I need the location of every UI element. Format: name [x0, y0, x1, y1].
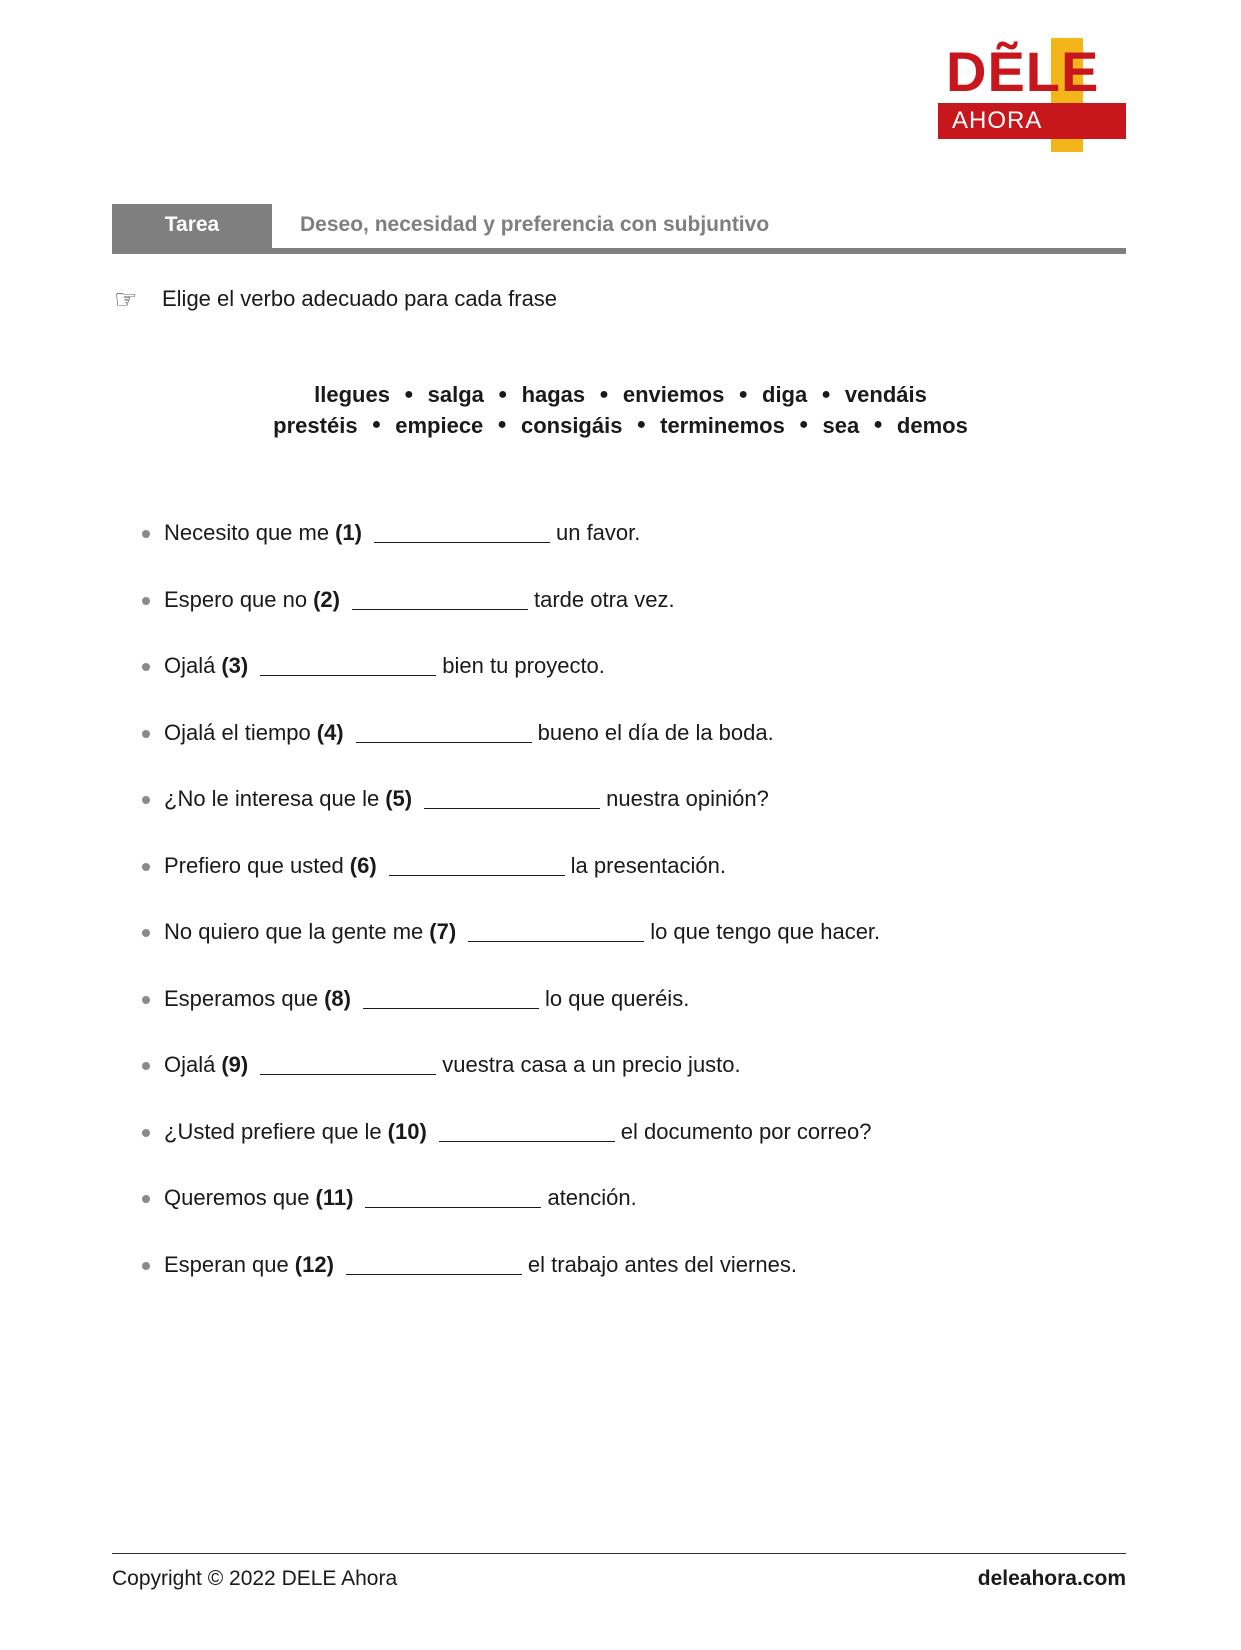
bullet-icon	[142, 730, 150, 738]
word-bank-word: enviemos	[622, 382, 725, 407]
answer-blank[interactable]	[389, 851, 565, 876]
sentence-item	[142, 1250, 1142, 1317]
sentence-text-before: Queremos que	[164, 1185, 310, 1210]
answer-blank[interactable]	[260, 651, 436, 676]
word-separator: ●	[738, 385, 748, 403]
sentence-item	[142, 984, 1142, 1051]
sentence-text-after: vuestra casa a un precio justo.	[442, 1052, 741, 1077]
word-bank-word: diga	[762, 382, 808, 407]
bullet-icon	[142, 1195, 150, 1203]
sentence-number: (10)	[387, 1118, 427, 1144]
task-title: Deseo, necesidad y preferencia con subjuntivo	[300, 213, 770, 236]
bullet-icon	[142, 796, 150, 804]
word-bank-word: prestéis	[273, 412, 358, 438]
answer-blank[interactable]	[346, 1250, 522, 1275]
instruction	[114, 284, 557, 314]
sentence-text-after: tarde otra vez.	[534, 586, 675, 612]
word-bank-row-2	[0, 411, 1241, 442]
sentence-text-before: Ojalá	[164, 1052, 216, 1077]
word-separator: ●	[599, 385, 609, 403]
answer-blank[interactable]	[374, 518, 550, 543]
sentence-item	[142, 851, 1142, 918]
sentence-item	[142, 1050, 1142, 1117]
answer-blank[interactable]	[365, 1183, 541, 1208]
answer-blank[interactable]	[468, 917, 644, 942]
word-separator: ●	[497, 416, 507, 434]
sentence-item	[142, 1117, 1142, 1184]
answer-blank[interactable]	[352, 585, 528, 610]
bullet-icon	[142, 597, 150, 605]
bullet-icon	[142, 863, 150, 871]
sentence-number: (7)	[429, 919, 457, 944]
bullet-icon	[142, 1062, 150, 1070]
word-separator: ●	[798, 416, 809, 434]
footer-rule	[112, 1553, 1126, 1554]
sentence-text-after: nuestra opinión?	[606, 786, 769, 811]
sentence-text-after: lo que tengo que hacer.	[650, 919, 881, 944]
word-bank	[0, 380, 1241, 441]
sentence-number: (6)	[349, 852, 377, 878]
sentence-text-after: el documento por correo?	[620, 1118, 872, 1144]
pointing-hand-icon: ☞	[114, 284, 138, 314]
answer-blank[interactable]	[356, 718, 532, 743]
sentence-number: (5)	[385, 786, 413, 811]
sentence-text-before: Esperamos que	[164, 985, 319, 1011]
bullet-icon	[142, 1129, 150, 1137]
sentence-text-before: Ojalá el tiempo	[164, 719, 311, 745]
sentence-text-before: ¿Usted prefiere que le	[164, 1118, 382, 1144]
sentence-text-before: Espero que no	[164, 586, 308, 612]
answer-blank[interactable]	[363, 984, 539, 1009]
sentence-text-after: un favor.	[555, 520, 641, 545]
sentence-number: (1)	[335, 520, 362, 545]
bullet-icon	[142, 1262, 150, 1270]
sentence-number: (3)	[221, 653, 249, 678]
sentence-text-before: Esperan que	[164, 1251, 289, 1277]
sentence-text-before: Ojalá	[164, 653, 216, 678]
bullet-icon	[142, 530, 150, 538]
sentence-item	[142, 917, 1142, 984]
word-bank-word: consigáis	[520, 412, 623, 438]
logo-wordmark: DẼLE	[946, 40, 1100, 103]
word-separator: ●	[497, 385, 508, 403]
sentence-text-after: lo que queréis.	[544, 985, 690, 1011]
sentence-number: (11)	[315, 1185, 354, 1210]
word-separator: ●	[821, 385, 831, 403]
footer-site-link[interactable]: deleahora.com	[977, 1567, 1126, 1590]
instruction-text: Elige el verbo adecuado para cada frase	[162, 286, 558, 311]
dele-ahora-logo	[938, 36, 1126, 156]
task-header	[112, 204, 1126, 254]
sentence-text-after: bien tu proyecto.	[442, 653, 605, 678]
sentence-item	[142, 518, 1142, 585]
sentence-text-after: la presentación.	[570, 852, 726, 878]
sentence-text-before: ¿No le interesa que le	[164, 786, 380, 811]
task-tag: Tarea	[112, 204, 272, 250]
logo-subtitle: AHORA	[952, 107, 1043, 134]
sentence-text-before: Necesito que me	[164, 520, 330, 545]
sentence-number: (2)	[313, 586, 340, 612]
sentence-text-after: atención.	[547, 1185, 637, 1210]
word-bank-word: demos	[896, 412, 968, 438]
answer-blank[interactable]	[439, 1117, 615, 1142]
answer-blank[interactable]	[260, 1050, 436, 1075]
sentence-number: (9)	[221, 1052, 249, 1077]
footer-copyright: Copyright © 2022 DELE Ahora	[112, 1567, 398, 1590]
answer-blank[interactable]	[424, 784, 600, 809]
word-bank-word: llegues	[314, 382, 390, 407]
sentence-item	[142, 718, 1142, 785]
header-rule	[112, 248, 1126, 254]
sentence-list	[142, 518, 1142, 1316]
word-bank-word: hagas	[521, 382, 586, 407]
sentence-item	[142, 1183, 1142, 1250]
sentence-item	[142, 585, 1142, 652]
sentence-text-after: bueno el día de la boda.	[537, 719, 774, 745]
sentence-text-before: No quiero que la gente me	[164, 919, 424, 944]
sentence-item	[142, 651, 1142, 718]
word-bank-row-1	[0, 380, 1241, 411]
sentence-text-before: Prefiero que usted	[164, 852, 344, 878]
word-separator: ●	[636, 416, 647, 434]
sentence-text-after: el trabajo antes del viernes.	[527, 1251, 797, 1277]
bullet-icon	[142, 929, 150, 937]
word-bank-word: sea	[822, 412, 860, 438]
word-bank-word: vendáis	[844, 382, 927, 407]
bullet-icon	[142, 663, 150, 671]
word-bank-word: empiece	[395, 412, 484, 438]
sentence-number: (12)	[294, 1251, 334, 1277]
bullet-icon	[142, 996, 150, 1004]
sentence-number: (4)	[316, 719, 344, 745]
word-bank-word: terminemos	[660, 412, 785, 438]
word-bank-word: salga	[427, 382, 484, 407]
sentence-item	[142, 784, 1142, 851]
word-separator: ●	[371, 416, 382, 434]
sentence-number: (8)	[324, 985, 351, 1011]
word-separator: ●	[403, 385, 414, 403]
word-separator: ●	[873, 416, 883, 434]
